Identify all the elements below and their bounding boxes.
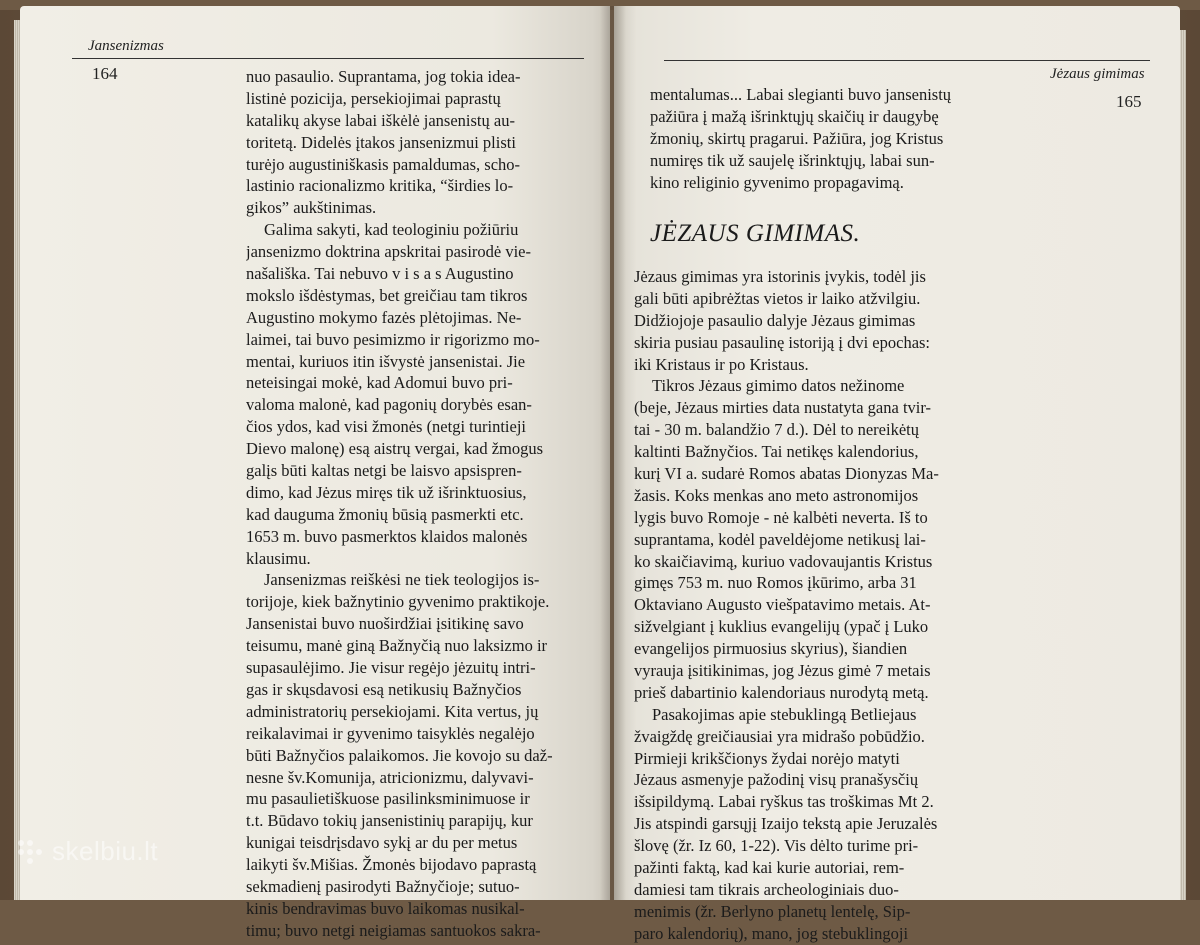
text-line: gikos” aukštinimas. — [246, 198, 377, 218]
text-line: Pirmieji krikščionys žydai norėjo matyti — [634, 748, 900, 768]
right-page-number: 165 — [1116, 92, 1142, 111]
text-line: jansenizmo doktrina apskritai pasirodė vie- — [246, 242, 531, 262]
text-line: gas ir skųsdavosi esą netikusių Bažnyčios — [246, 679, 522, 699]
text-line: Oktaviano Augusto viešpatavimo metais. At- — [634, 595, 931, 615]
text-line: klausimu. — [246, 548, 311, 568]
left-body-text — [246, 66, 590, 942]
left-running-head: Jansenizmas — [88, 38, 164, 54]
text-line: Didžiojoje pasaulio dalyje Jėzaus gimimas — [634, 310, 916, 330]
text-line: laikyti šv.Mišias. Žmonės bijodavo paprastą — [246, 855, 537, 875]
text-line: damiesi tam tikrais archeologiniais duo- — [634, 879, 899, 899]
text-line: paro kalendorių), mano, jog stebuklingoji — [634, 923, 909, 943]
text-line: mentalumas... Labai slegianti buvo jansenistų — [650, 85, 952, 104]
text-line: čios ydos, kad visi žmonės (netgi turintieji — [246, 417, 527, 437]
text-line: Jėzaus gimimas yra istorinis įvykis, todėl jis — [634, 267, 926, 286]
text-line: šlovę (žr. Iz 60, 1-22). Vis dėlto turime pri- — [634, 836, 919, 856]
text-line: kad dauguma žmonių būsią pasmerkti etc. — [246, 504, 524, 524]
text-line: kunigai teisdrįsdavo sykį ar du per metus — [246, 833, 518, 853]
text-line: Augustino mokymo fazės plėtojimas. Ne- — [246, 307, 522, 327]
text-line: neteisingai mokė, kad Adomui buvo pri- — [246, 373, 513, 393]
text-line: teisumu, manė giną Bažnyčią nuo laksizmo ir — [246, 636, 548, 656]
text-line: 1653 m. buvo pasmerktos klaidos malonės — [246, 526, 528, 546]
text-line: Jansenistai buvo nuoširdžiai įsitikinę savo — [246, 614, 524, 634]
text-line: Pasakojimas apie stebuklingą Betliejaus — [652, 704, 917, 724]
left-header-rule — [72, 58, 584, 59]
text-line: žmonių, skirtų pragarui. Pažiūra, jog Kristus — [650, 128, 944, 148]
text-line: torijoje, kiek bažnytinio gyvenimo praktikoje. — [246, 592, 550, 612]
text-line: reikalavimai ir gyvenimo taisyklės negalėjo — [246, 723, 535, 743]
text-line: Tikros Jėzaus gimimo datos nežinome — [652, 376, 905, 396]
text-line: galįs būti kaltas netgi be laisvo apsispren- — [246, 461, 522, 481]
text-line: žasis. Koks menkas ano meto astronomijos — [634, 485, 919, 505]
text-line: nesne šv.Komunija, atricionizmu, dalyvavi- — [246, 767, 534, 787]
text-line: Jėzaus asmenyje pažodinį visų pranašysčių — [634, 770, 919, 790]
text-line: mokslo išdėstymas, bet greičiau tam tikros — [246, 285, 528, 305]
text-line: tai - 30 m. balandžio 7 d.). Dėl to nereikėtų — [634, 420, 919, 440]
watermark-text: skelbiu.lt — [52, 836, 159, 866]
text-line: suprantama, kodėl paveldėjome netikusį lai- — [634, 529, 926, 549]
chapter-title: JĖZAUS GIMIMAS. — [650, 220, 861, 247]
text-line: administratorių persekiojami. Kita vertus, jų — [246, 701, 539, 721]
text-line: (beje, Jėzaus mirties data nustatyta gana tvir- — [634, 398, 932, 418]
text-line: katalikų akyse labai iškėlė jansenistų au- — [246, 110, 515, 130]
text-line: išsipildymą. Labai ryškus tas troškimas Mt 2. — [634, 792, 934, 812]
watermark-logo-icon — [18, 840, 46, 868]
text-line: ko skaičiavimą, kuriuo vadovaujantis Kristus — [634, 551, 933, 571]
text-line: kurį VI a. sudarė Romos abatas Dionyzas Ma- — [634, 464, 939, 484]
text-line: Dievo malonę) esą aistrų vergai, kad žmogus — [246, 439, 544, 459]
right-body-text — [634, 266, 980, 945]
left-page — [20, 6, 610, 940]
text-line: Jansenizmas reiškėsi ne tiek teologijos is- — [264, 570, 540, 590]
text-line: kino religinio gyvenimo propagavimą. — [650, 172, 904, 192]
text-line: našališka. Tai nebuvo v i s a s Augustino — [246, 264, 514, 284]
text-line: žvaigždę greičiausiai yra midrašo pobūdžio. — [634, 726, 925, 746]
text-line: Galima sakyti, kad teologiniu požiūriu — [264, 220, 519, 240]
text-line: prieš dabartinio kalendoriaus nurodytą metą. — [634, 682, 929, 702]
text-line: turėjo augustiniškasis pamaldumas, scho- — [246, 154, 521, 174]
text-line: timu; buvo netgi neigiamas santuokos sakra- — [246, 920, 541, 940]
text-line: vyrauja įsitikinimas, jog Jėzus gimė 7 metais — [634, 661, 931, 681]
text-line: mentai, kuriuos itin išvystė jansenistai. Jie — [246, 351, 526, 371]
left-page-number: 164 — [92, 64, 118, 83]
text-line: dimo, kad Jėzus miręs tik už išrinktuosius, — [246, 482, 527, 502]
text-line: numiręs tik už saujelę išrinktųjų, labai sun- — [650, 150, 935, 170]
text-line: iki Kristaus ir po Kristaus. — [634, 354, 809, 374]
text-line: kinis bendravimas buvo laikomas nusikal- — [246, 898, 525, 918]
text-line: kaltinti Bažnyčios. Tai netikęs kalendorius, — [634, 442, 919, 462]
text-line: gali būti apibrėžtas vietos ir laiko atžvilgiu. — [634, 288, 921, 308]
text-line: lastinio racionalizmo kritika, “širdies lo- — [246, 176, 514, 196]
text-line: Jis atspindi garsųjį Izaijo tekstą apie Jeruzalės — [634, 814, 938, 834]
text-line: būti Bažnyčios palaikomos. Jie kovojo su daž- — [246, 745, 553, 765]
text-line: toritetą. Didelės įtakos jansenizmui plisti — [246, 132, 516, 152]
text-line: pažiūra į mažą išrinktųjų skaičių ir daugybę — [650, 106, 939, 126]
text-line: sižvelgiant į kuklius evangelijų (ypač į Luko — [634, 617, 929, 637]
text-line: listinė pozicija, persekiojimai paprastų — [246, 88, 501, 108]
text-line: evangelijos pirmuosius skyrius), šiandien — [634, 639, 908, 659]
right-page — [614, 6, 1180, 943]
right-header-rule — [664, 60, 1150, 61]
text-line: sekmadienį pasirodyti Bažnyčioje; sutuo- — [246, 876, 520, 896]
text-line: lygis buvo Romoje - nė kalbėti neverta. Iš to — [634, 507, 928, 527]
text-line: valoma malonė, kad pagonių dorybės esan- — [246, 395, 532, 415]
text-line: skiria pusiau pasaulinę istoriją į dvi epochas: — [634, 332, 931, 352]
text-line: pažinti faktą, kad kai kurie autoriai, rem- — [634, 858, 905, 878]
right-top-text — [650, 84, 986, 193]
text-line: gimęs 753 m. nuo Romos įkūrimo, arba 31 — [634, 573, 917, 593]
text-line: supasaulėjimo. Jie visur regėjo jėzuitų intri- — [246, 658, 536, 678]
text-line: menimis (žr. Berlyno planetų lentelę, Sip- — [634, 901, 911, 921]
book-gutter — [600, 6, 626, 900]
text-line: nuo pasaulio. Suprantama, jog tokia idea- — [246, 67, 521, 86]
right-running-head: Jėzaus gimimas — [1050, 66, 1145, 82]
text-line: laimei, tai buvo pesimizmo ir rigorizmo mo- — [246, 329, 540, 349]
text-line: mu pasaulietiškuose pasilinksminimuose ir — [246, 789, 530, 809]
text-line: t.t. Būdavo tokių jansenistinių parapijų, kur — [246, 811, 533, 831]
